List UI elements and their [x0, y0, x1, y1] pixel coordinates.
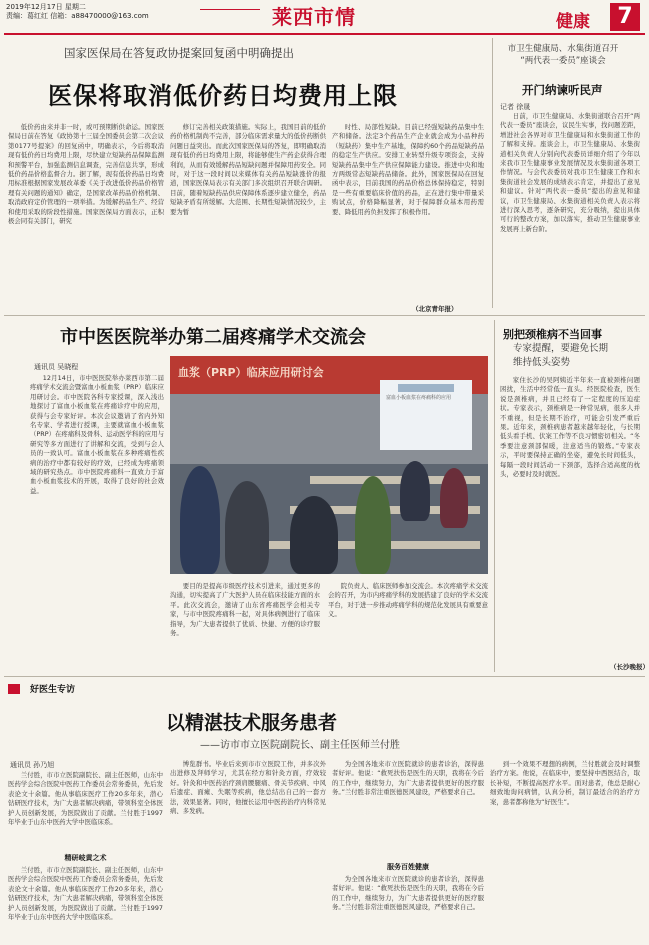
- photo-banner-text: 血浆（PRP）临床应用研讨会: [178, 366, 324, 379]
- attendee-figure: [400, 461, 430, 521]
- story2-column-2: [170, 582, 320, 672]
- story3-paragraph: 为全国各地来市立医院就诊的患者诊治，深得患者好评。他说：“救死扶伤是医生的天职，我将在今后的工作中，继续努力，为广大患者提供更好的医疗服务。”兰付胜非常注重医德医风建设，严格要求自己。: [332, 875, 484, 912]
- date-line: 2019年12月17日 星期二: [6, 3, 86, 11]
- story3-subhead: 服务百姓健康: [387, 863, 429, 871]
- column-divider: [492, 38, 493, 308]
- side1-title: 开门纳谏听民声: [522, 83, 603, 97]
- story2-headline: 市中医医院举办第二届疼痛学术交流会: [60, 327, 366, 348]
- editor-line: 责编：葛红红 信箱：a88470000@163.com: [6, 12, 149, 20]
- section-divider: [4, 676, 645, 677]
- story3-paragraph: 兰付胜，市市立医院副院长、副主任医师，山东中医药学会综合医院中医药工作委员会常务委员，先后发表论文十余篇。他从事临床医疗工作20多年来，潜心钻研医疗技术，为广大患者解决病痛，带领科室全体医护人员创新发展，为医院做出了贡献。兰付胜于1997年毕业于山东中医药大学中医临床系。: [8, 866, 163, 922]
- story2-paragraph: 12月14日，市中医医院举办莱西市第二届疼痛学术交流会暨富血小板血浆（PRP）临床应用研讨会。市中医院各科专家授课，深入浅出地探讨了富血小板血浆在疼痛诊疗中的应用，获得与会专家好评。本次会议邀请了省内外知名专家、学者进行授课，主要就富血小板血浆（PRP）在疼痛科及骨科、运动医学科的应用与研究等多方面进行了讲解和交流，受到与会人员的一致认可。富血小板血浆在多种疼痛性疾病的治疗中都有较好的疗效，已经成为疼痛领域的研究热点。市中医院疼痛科一直致力于富血小板血浆技术的开展，取得了良好的社会效益。: [30, 374, 164, 495]
- attendee-figure: [355, 476, 391, 574]
- story3-paragraph: 博览群书。毕业后来到市市立医院工作，并多次外出进修及拜师学习，尤其在经方和针灸方面，疗效较好。针灸和中医药治疗颈肩腰腿痛、骨关节疾病、中风后遗症、面瘫、失眠等疾病，他总结出自己的一套方法，效果显著。同时，他擅长运用中医药治疗内科常见病、多发病。: [170, 760, 326, 816]
- side1-paragraph: 日前，市卫生健康局、水集街道联合召开“两代表一委员”座谈会，议民生实事，找问题差距，增进社会各界对市卫生健康局和水集街道工作的了解和支持。座谈会上，市卫生健康局、水集街道相关负责人分别向代表委员详细介绍了今年以来我市卫生健康事业发展情况及水集街道各项工作情况。与会代表委员对我市卫生健康工作和水集街道社会发展的成绩表示肯定，并提出了意见和建议。针对“两代表一委员”提出的意见和建议，市卫生健康局、水集街道相关负责人表示将进行深入思考，逐条研究，充分吸纳，提出具体可行的整改方案，加以落实，推动卫生健康事业发展再上新台阶。: [500, 112, 640, 233]
- header-ornament: [200, 9, 260, 24]
- conference-photo: [170, 356, 488, 574]
- side1-reporter: 记者 徐晟: [500, 103, 531, 111]
- story3-column-4: [490, 760, 640, 942]
- section-name: 健康: [556, 12, 590, 32]
- attendee-figure: [225, 481, 269, 574]
- story3-subtitle: ——访市市立医院副院长、副主任医师兰付胜: [200, 740, 400, 751]
- story3-paragraph: 兰付胜，市市立医院副院长、副主任医师，山东中医药学会综合医院中医药工作委员会常务委员，先后发表论文十余篇。他从事临床医疗工作20多年来，潜心钻研医疗技术，为广大患者解决病痛，带领科室全体医护人员创新发展，为医院做出了贡献。兰付胜于1997年毕业于山东中医药大学中医临床系。: [8, 771, 163, 827]
- side1-kicker: 市卫生健康局、水集街道召开 “两代表一委员”座谈会: [507, 44, 619, 66]
- story3-column-3b: [332, 875, 484, 942]
- story2-byline: 通讯员 吴晓程: [34, 363, 79, 371]
- masthead-logo: 莱西市情: [272, 5, 356, 29]
- screen-logo: [398, 384, 454, 392]
- screen-text: 富血小板血浆在疼痛科的应用: [386, 395, 452, 401]
- story2-column-3: [328, 582, 488, 672]
- story1-column-1: [8, 123, 164, 313]
- story2-paragraph: 院负责人、临床医师参加交流会。本次疼痛学术交流会的召开，为市内疼痛学科的发展搭建了良好的学术交流平台，对于进一步推动疼痛学科的规范化发展具有重要意义。: [328, 582, 488, 619]
- story1-column-3: [332, 123, 484, 303]
- side2-body: [500, 376, 640, 666]
- story3-headline: 以精湛技术服务患者: [166, 712, 338, 734]
- story1-paragraph: 修订完善相关政策措施。实际上，我国目前的低价药价格机制尚不完善，部分临床需求量大的低价药断供问题日益突出。而此次国家医保局的答复，即明确取消现有低价药日均费用上限，将能够使生产药企获得合理利润，从而有效缓解药品短缺问题并保障用药安全。同时，对于这一段时间以来媒体有关药品短缺涨价的报道，国家医保局表示有关部门多次组织召开联合调研。目前，随着短缺药品供应保障体系逐步建立健全，药品短缺矛盾有所缓解。大范围、长期性短缺情况较少，主要为暂: [170, 123, 326, 216]
- attendee-figure: [180, 466, 220, 574]
- story1-source: （北京青年报）: [412, 305, 458, 313]
- story2-column-1: [30, 374, 164, 664]
- story3-paragraph: 为全国各地来市立医院就诊的患者诊治，深得患者好评。他说：“救死扶伤是医生的天职，我将在今后的工作中，继续努力，为广大患者提供更好的医疗服务。”兰付胜非常注重医德医风建设，严格要求自己。: [332, 760, 484, 797]
- story3-column-1: [8, 771, 163, 851]
- page-header: [0, 0, 649, 34]
- header-info: [6, 3, 149, 21]
- story1-paragraph: 时性、局部性短缺。目前已经强短缺药品集中生产和储备。法定3个药品生产企业就会成为小品种药（短缺药）集中生产基地，保障约60个药品短缺药品的稳定生产供应。安排工业转型升级专项资金，支持短缺药品集中生产供应保障能力建设。推进中央和地方两级常态短缺药品储备。此外，国家医保局在回复函中表示，目前我国的药品价格总体保持稳定，特别是一些有重要临床价值的药品，正在进行集中带量采购试点，价格降幅显著，对于保障群众基本用药需要、降低用药负担发挥了积极作用。: [332, 123, 484, 216]
- story1-paragraph: 低价药由来并非一时，或可预期断供命运。国家医保局日前在答复《政协第十三届全国委员会第二次会议第0177号提案》的回复函中，明确表示，今后将取消现有低价药日均费用上限，尽快建立短缺药品保障监测和预警平台，加强监测信息调查，完善信息共享，形成低价药品价格监督合力。据了解，现有低价药品日均费用标准根据国家发展改革委《关于改进低价药品价格管理有关问题的通知》确定，是国家改革药品价格机制、取消政府定价管理的一项举措。为缓解药品生产、经营和使用采取的阶段性措施。国家医保局方面表示，正积极会同有关部门，研究: [8, 123, 164, 226]
- story3-subhead: 精研岐黄之术: [64, 854, 107, 862]
- story1-column-2: [170, 123, 326, 313]
- story1-headline: 医保将取消低价药日均费用上限: [48, 81, 398, 110]
- header-divider: [4, 33, 645, 35]
- story3-column-2: [170, 760, 326, 942]
- section-marker-icon: [8, 684, 20, 694]
- column-divider: [494, 320, 495, 672]
- story3-column-1b: [8, 866, 163, 942]
- story3-column-3: [332, 760, 484, 860]
- story2-paragraph: 要目的是提高市级医疗技术引进来，通过更多的沟通，切实提高了广大医护人员在临床技能方面的水平。此次交流会，邀请了山东省疼痛医学会相关专家，与市中医院疼痛科一起，对具体病例进行了临床指导，为广大患者提供了优质、快捷、方便的诊疗服务。: [170, 582, 320, 638]
- story1-kicker: 国家医保局在答复政协提案回复函中明确提出: [64, 46, 294, 60]
- side2-source: （长沙晚报）: [610, 663, 649, 671]
- attendee-figure: [290, 496, 338, 574]
- story3-paragraph: 到一个效果不理想的病例，兰付胜就会及时调整治疗方案。他说，在临床中，要坚持中西医结合，取长补短，不断提高医疗水平。面对患者，他总是耐心细致地询问病情，认真分析，制订最适合的治疗方案，患者都称他为“好医生”。: [490, 760, 640, 806]
- story3-byline: 通讯员 孙乃旭: [10, 761, 55, 769]
- projection-screen: [380, 380, 472, 450]
- section-divider: [4, 315, 645, 316]
- attendee-figure: [440, 468, 468, 528]
- section-label: 好医生专访: [30, 685, 76, 695]
- side2-subtitle: 专家提醒，要避免长期 维持低头姿势: [513, 343, 609, 368]
- side1-body: [500, 112, 640, 304]
- page-number: 7: [610, 3, 640, 31]
- side2-title: 别把颈椎病不当回事: [503, 328, 602, 341]
- side2-paragraph: 家住长沙的吴阿姨近半年来一直被颈椎问题困扰，生活中经常低一直头。经医院检查，医生说是颈椎病，并且已经有了一定程度的压迫症状。专家表示，颈椎病是一种常见病，很多人并不重视，但是长期不治疗，可能会引发严重后果。近年来，颈椎病患者越来越年轻化，与长期低头看手机、伏案工作等不良习惯密切相关。“冬季要注意颈部保暖，注意适当的锻炼。”专家表示，平时要保持正确的坐姿，避免长时间低头，每隔一段时间活动一下颈部，选择合适高度的枕头，必要时及时就医。: [500, 376, 640, 479]
